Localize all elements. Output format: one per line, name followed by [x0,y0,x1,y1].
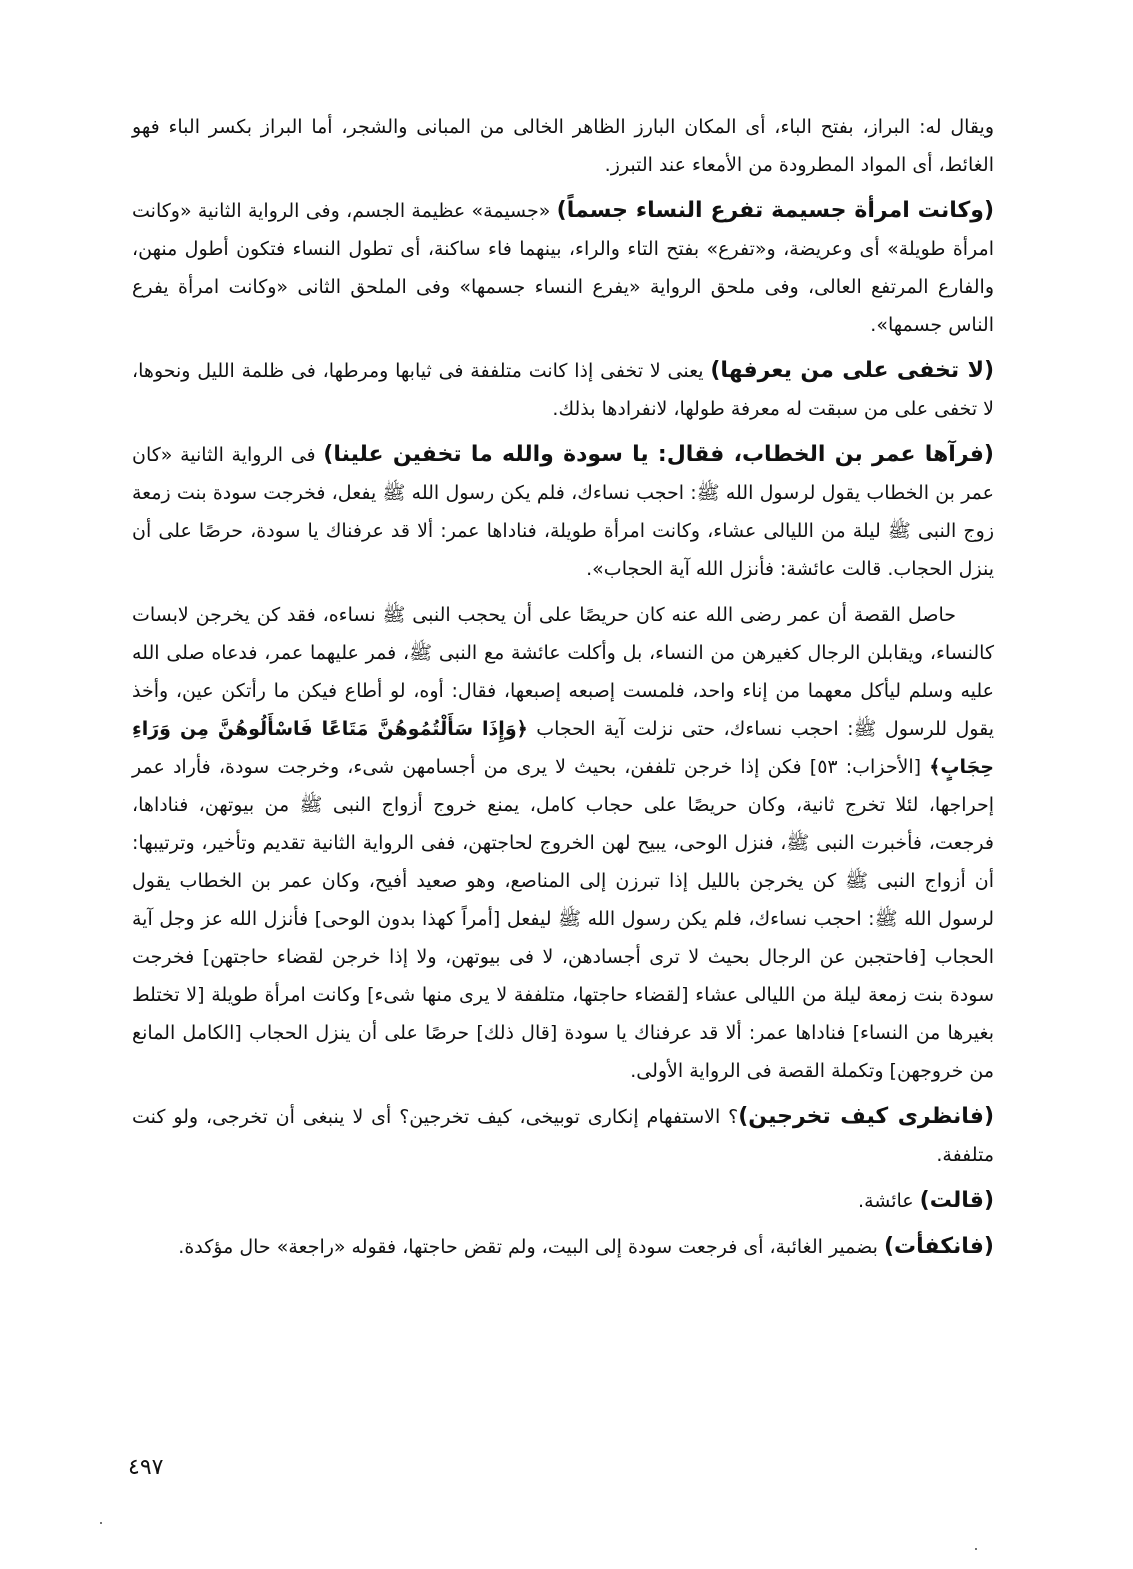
paragraph-3 [132,352,994,428]
paragraph-text: فى الرواية الثانية «كان عمر بن الخطاب يقول لرسول الله ﷺ: احجب نساءك، فلم يكن رسول الله ﷺ يفعل، فخرجت سودة بنت زمعة زوج النبى ﷺ ليلة من الليالى عشاء، وكانت امرأة طويلة، فناداها عمر: ألا قد عرفناك يا سودة، حرصًا على أن ينزل الحجاب. قالت عائشة: فأنزل الله آية الحجاب». [132,444,994,580]
scan-speck [975,1548,977,1550]
paragraph-5 [132,596,994,1090]
paragraph-text: حاصل القصة أن عمر رضى الله عنه كان حريصًا على أن يحجب النبى ﷺ نساءه، فقد كن يخرجن لابسات كالنساء، ويقابلن الرجال كغيرهن من النساء، بل وأكلت عائشة مع النبى ﷺ، فمر عليهما عمر، فدعاه صلى الله عليه وسلم ليأكل معهما من إناء واحد، فلمست إصبعه إصبعها، فقال: أوه، لو أطاع فيكن ما رأتكن عين، وأخذ يقول للرسول ﷺ: احجب نساءك، حتى نزلت آية الحجاب [132,604,994,740]
paragraph-text: [الأحزاب: ٥٣] فكن إذا خرجن تلففن، بحيث لا يرى من أجسامهن شىء، وخرجت سودة، فأراد عمر إحراجها، لئلا تخرج ثانية، وكان حريصًا على حجاب كامل، يمنع خروج أزواج النبى ﷺ من بيوتهن، فناداها، فرجعت، فأخبرت النبى ﷺ، فنزل الوحى، يبيح لهن الخروج لحاجتهن، ففى الرواية الثانية تقديم وتأخير، وترتيبها: أن أزواج النبى ﷺ كن يخرجن بالليل إذا تبرزن إلى المناصع، وهو صعيد أفيح، وكان عمر بن الخطاب يقول لرسول الله ﷺ: احجب نساءك، فلم يكن رسول الله ﷺ ليفعل [أمراً كهذا بدون الوحى] فأنزل الله عز وجل آية الحجاب [فاحتجبن عن الرجال بحيث لا ترى أجسادهن، لا فى بيوتهن، ولا إذا خرجن لقضاء حاجتهن] فخرجت سودة بنت زمعة ليلة من الليالى عشاء [لقضاء حاجتها، متلففة لا يرى منها شىء] وكانت امرأة طويلة [لا تختلط بغيرها من النساء] فناداها عمر: ألا قد عرفناك يا سودة [قال ذلك] حرصًا على أن ينزل الحجاب [الكامل المانع من خروجهن] وتكملة القصة فى الرواية الأولى. [132,756,994,1082]
paragraph-text: ؟ الاستفهام إنكارى توبيخى، كيف تخرجين؟ أى لا ينبغى أن تخرجى، ولو كنت متلففة. [132,1106,994,1166]
paragraph-text: ويقال له: البراز، بفتح الباء، أى المكان البارز الظاهر الخالى من المبانى والشجر، أما البراز بكسر الباء فهو الغائط، أى المواد المطرودة من الأمعاء عند التبرز. [132,116,994,176]
paragraph-7 [132,1182,994,1220]
quran-verse: ﴿وَإِذَا سَأَلْتُمُوهُنَّ مَتَاعًا فَاسْأَلُوهُنَّ مِن وَرَاءِ حِجَابٍ﴾ [132,718,994,778]
paragraph-text: عائشة. [858,1190,920,1212]
page-body [132,108,994,1274]
heading-phrase: (قالت) [919,1188,994,1213]
heading-phrase: (لا تخفى على من يعرفها) [710,358,995,383]
paragraph-text: يعنى لا تخفى إذا كانت متلففة فى ثيابها ومرطها، فى ظلمة الليل ونحوها، لا تخفى على من سبقت له معرفة طولها، لانفرادها بذلك. [132,360,994,420]
paragraph-2 [132,192,994,344]
heading-phrase: (فانظرى كيف تخرجين) [738,1104,995,1129]
paragraph-text: بضمير الغائبة، أى فرجعت سودة إلى البيت، ولم تقض حاجتها، فقوله «راجعة» حال مؤكدة. [178,1236,884,1258]
paragraph-8 [132,1228,994,1266]
heading-phrase: (فرآها عمر بن الخطاب، فقال: يا سودة والله ما تخفين علينا) [323,442,994,467]
page-number: ٤٩٧ [128,1455,164,1480]
paragraph-1 [132,108,994,184]
paragraph-4 [132,436,994,588]
heading-phrase: (وكانت امرأة جسيمة تفرع النساء جسماً) [556,198,994,223]
heading-phrase: (فانكفأت) [883,1234,994,1259]
paragraph-text: «جسيمة» عظيمة الجسم، وفى الرواية الثانية «وكانت امرأة طويلة» أى وعريضة، و«تفرع» بفتح التاء والراء، بينهما فاء ساكنة، أى تطول النساء فتكون أطول منهن، والفارع المرتفع العالى، وفى ملحق الرواية «يفرع النساء جسمها» وفى الملحق الثانى «وكانت امرأة يفرع الناس جسمها». [132,200,994,336]
scan-speck [100,1522,102,1524]
paragraph-6 [132,1098,994,1174]
